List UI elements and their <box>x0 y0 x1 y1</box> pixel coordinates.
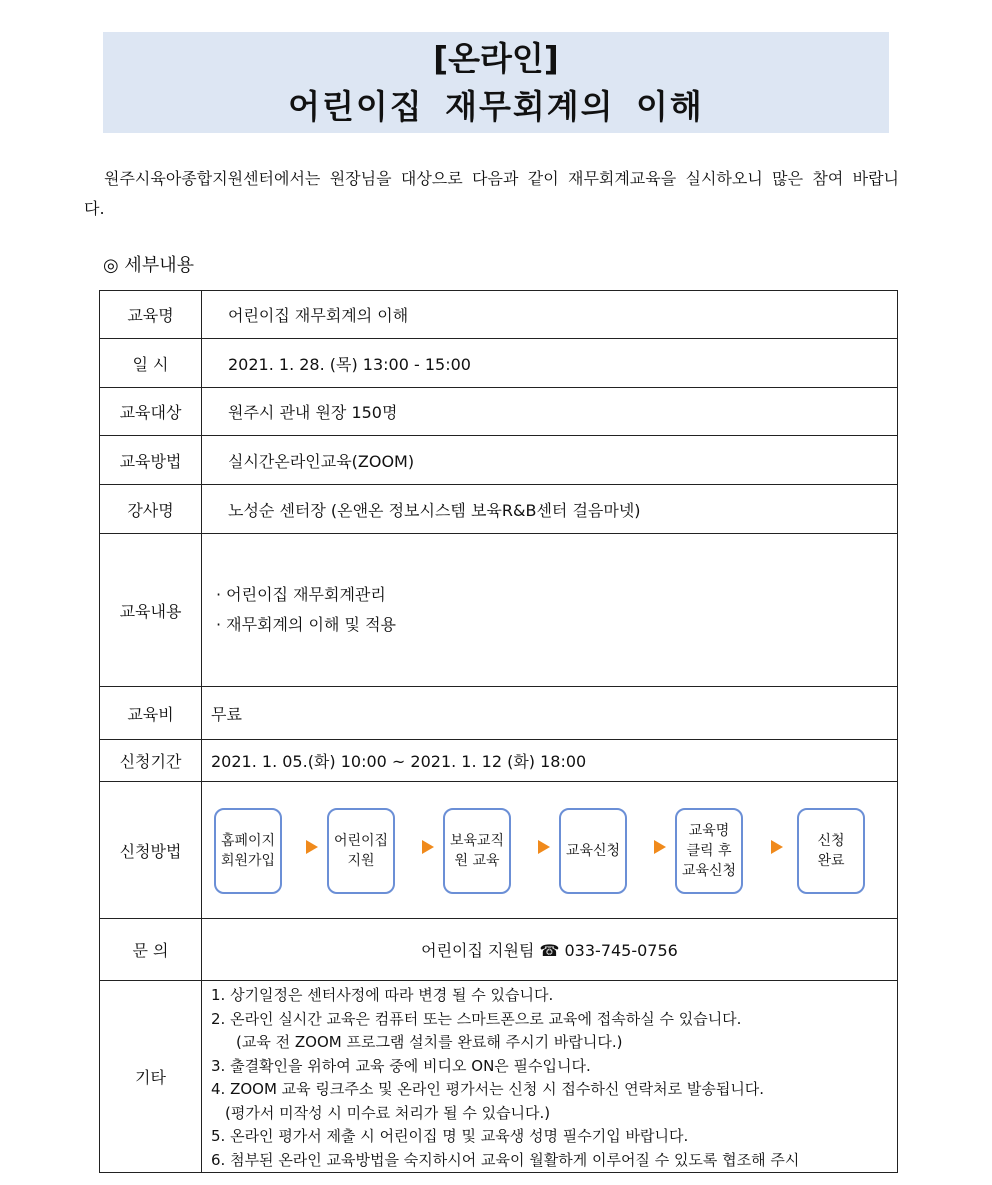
value-content <box>202 534 898 687</box>
row-instructor <box>100 485 898 534</box>
value-method: 실시간온라인교육(ZOOM) <box>202 436 898 485</box>
row-method <box>100 436 898 485</box>
page-title: 어린이집 재무회계의 이해 <box>288 87 704 126</box>
step-complete <box>797 808 865 894</box>
section-heading: ◎ 세부내용 <box>103 255 194 276</box>
note-item: (평가서 미작성 시 미수료 처리가 될 수 있습니다.) <box>225 1103 551 1122</box>
label-apply: 신청방법 <box>100 782 202 919</box>
step-text: 홈페이지 <box>220 833 276 849</box>
label-etc: 기타 <box>100 981 202 1173</box>
arrow-right-icon <box>422 840 434 854</box>
step-click-course <box>675 808 743 894</box>
label-period: 신청기간 <box>100 740 202 782</box>
apply-steps <box>202 782 897 918</box>
arrow-right-icon <box>306 840 318 854</box>
step-text: 교육명 <box>688 823 730 839</box>
note-item: 3. 출결확인을 위하여 교육 중에 비디오 ON은 필수입니다. <box>211 1056 591 1075</box>
title-online: [온라인] <box>433 39 559 78</box>
value-etc <box>202 981 898 1173</box>
label-fee: 교육비 <box>100 687 202 740</box>
step-text: 어린이집 <box>333 833 389 849</box>
arrow-right-icon <box>654 840 666 854</box>
row-etc <box>100 981 898 1173</box>
step-text: 보육교직 <box>449 833 505 849</box>
step-text: 클릭 후 <box>686 843 732 859</box>
note-item: 4. ZOOM 교육 링크주소 및 온라인 평가서는 신청 시 접수하신 연락처로 발송됩니다. <box>211 1080 765 1098</box>
note-item: 1. 상기일정은 센터사정에 따라 변경 될 수 있습니다. <box>211 986 554 1004</box>
value-course-name: 어린이집 재무회계의 이해 <box>202 291 898 339</box>
row-apply <box>100 782 898 919</box>
step-text: 지원 <box>347 853 375 869</box>
step-text: 회원가입 <box>220 853 276 869</box>
note-item: 5. 온라인 평가서 제출 시 어린이집 명 및 교육생 성명 필수기입 바랍니다. <box>211 1127 689 1145</box>
note-item: 2. 온라인 실시간 교육은 컴퓨터 또는 스마트폰으로 교육에 접속하실 수 있습니다. <box>211 1009 742 1028</box>
value-apply <box>202 782 898 919</box>
label-inquiry: 문 의 <box>100 919 202 981</box>
step-text: 교육신청 <box>681 863 737 879</box>
step-staff-education <box>443 808 511 894</box>
label-instructor: 강사명 <box>100 485 202 534</box>
note-item: 6. 첨부된 온라인 교육방법을 숙지하시어 교육이 월활하게 이루어질 수 있도록 협조해 주시 <box>211 1150 800 1169</box>
details-table <box>99 290 898 1173</box>
row-fee <box>100 687 898 740</box>
value-instructor: 노성순 센터장 (온앤온 정보시스템 보육R&B센터 걸음마넷) <box>202 485 898 534</box>
value-fee: 무료 <box>202 687 898 740</box>
step-text: 교육신청 <box>565 843 621 859</box>
notes-list <box>202 981 897 1172</box>
label-target: 교육대상 <box>100 388 202 436</box>
step-text: 원 교육 <box>454 853 500 869</box>
arrow-right-icon <box>538 840 550 854</box>
step-text: 신청 <box>817 833 845 849</box>
label-content: 교육내용 <box>100 534 202 687</box>
intro-text: 원주시육아종합지원센터에서는 원장님을 대상으로 다음과 같이 재무회계교육을 실시하오니 많은 참여 바랍니다. <box>84 169 899 218</box>
step-apply <box>559 808 627 894</box>
value-inquiry: 어린이집 지원팀 ☎ 033-745-0756 <box>202 919 898 981</box>
row-period <box>100 740 898 782</box>
value-datetime: 2021. 1. 28. (목) 13:00 - 15:00 <box>202 339 898 388</box>
content-list <box>202 580 897 640</box>
row-content <box>100 534 898 687</box>
value-period: 2021. 1. 05.(화) 10:00 ~ 2021. 1. 12 (화) 18:00 <box>202 740 898 782</box>
content-item: · 재무회계의 이해 및 적용 <box>216 615 396 634</box>
value-target: 원주시 관내 원장 150명 <box>202 388 898 436</box>
content-item: · 어린이집 재무회계관리 <box>216 585 386 604</box>
label-method: 교육방법 <box>100 436 202 485</box>
note-item: (교육 전 ZOOM 프로그램 설치를 완료해 주시기 바랍니다.) <box>236 1033 623 1051</box>
row-datetime <box>100 339 898 388</box>
label-datetime: 일 시 <box>100 339 202 388</box>
row-inquiry <box>100 919 898 981</box>
arrow-right-icon <box>771 840 783 854</box>
step-daycare-support <box>327 808 395 894</box>
label-course-name: 교육명 <box>100 291 202 339</box>
step-signup <box>214 808 282 894</box>
row-course-name <box>100 291 898 339</box>
step-text: 완료 <box>817 853 845 869</box>
title-banner <box>103 32 889 133</box>
row-target <box>100 388 898 436</box>
